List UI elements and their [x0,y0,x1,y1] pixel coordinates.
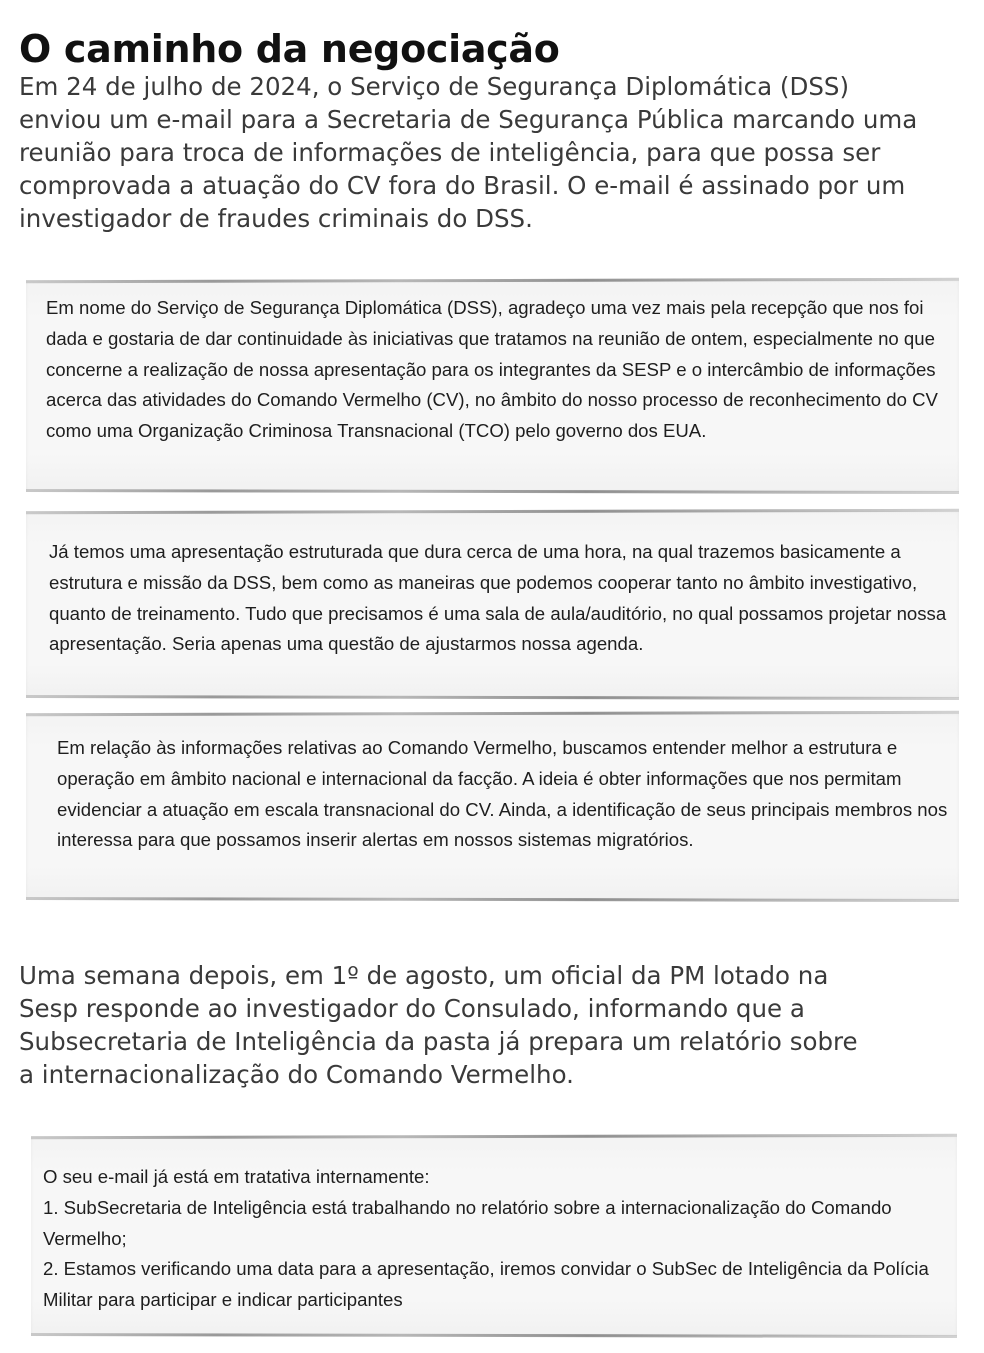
followup-paragraph: Uma semana depois, em 1º de agosto, um oficial da PM lotado na Sesp responde ao investigador do Consulado, informando que a Subsecretaria de Inteligência da pasta já prepara um relatório sobre a internacionalização do Comando Vermelho. [19,961,858,1089]
reply-line-1: O seu e-mail já está em tratativa internamente: [43,1166,430,1187]
page-title: O caminho da negociação [19,27,560,72]
reply-line-2: 1. SubSecretaria de Inteligência está trabalhando no relatório sobre a internacionalização do Comando Vermelho; [43,1196,892,1249]
reply-excerpt-text [43,1162,943,1316]
email-excerpt-2 [26,511,959,698]
email-excerpt-1-text: Em nome do Serviço de Segurança Diplomática (DSS), agradeço uma vez mais pela recepção que nos foi dada e gostaria de dar continuidade às iniciativas que tratamos na reunião de ontem, especialmente no que concerne a realização de nossa apresentação para os integrantes da SESP e o intercâmbio de informações acerca das atividades do Comando Vermelho (CV), no âmbito do nosso processo de reconhecimento do CV como uma Organização Criminosa Transnacional (TCO) pelo governo dos EUA. [46,297,938,442]
reply-excerpt [31,1136,957,1336]
email-excerpt-3-text: Em relação às informações relativas ao Comando Vermelho, buscamos entender melhor a estrutura e operação em âmbito nacional e internacional da facção. A ideia é obter informações que nos permitam evidenciar a atuação em escala transnacional do CV. Ainda, a identificação de seus principais membros nos interessa para que possamos inserir alertas em nossos sistemas migratórios. [57,737,948,851]
email-excerpt-1 [26,280,959,492]
email-excerpt-3 [26,713,959,900]
reply-line-3: 2. Estamos verificando uma data para a apresentação, iremos convidar o SubSec de Inteligência da Polícia Militar para participar e indicar participantes [43,1258,929,1311]
email-excerpt-2-text: Já temos uma apresentação estruturada que dura cerca de uma hora, na qual trazemos basicamente a estrutura e missão da DSS, bem como as maneiras que podemos cooperar tanto no âmbito investigativo, quanto de treinamento. Tudo que precisamos é uma sala de aula/auditório, no qual possamos projetar nossa apresentação. Seria apenas uma questão de ajustarmos nossa agenda. [49,541,947,655]
intro-paragraph: Em 24 de julho de 2024, o Serviço de Segurança Diplomática (DSS) enviou um e-mail para a Secretaria de Segurança Pública marcando uma reunião para troca de informações de inteligência, para que possa ser comprovada a atuação do CV fora do Brasil. O e-mail é assinado por um investigador de fraudes criminais do DSS. [19,72,918,233]
